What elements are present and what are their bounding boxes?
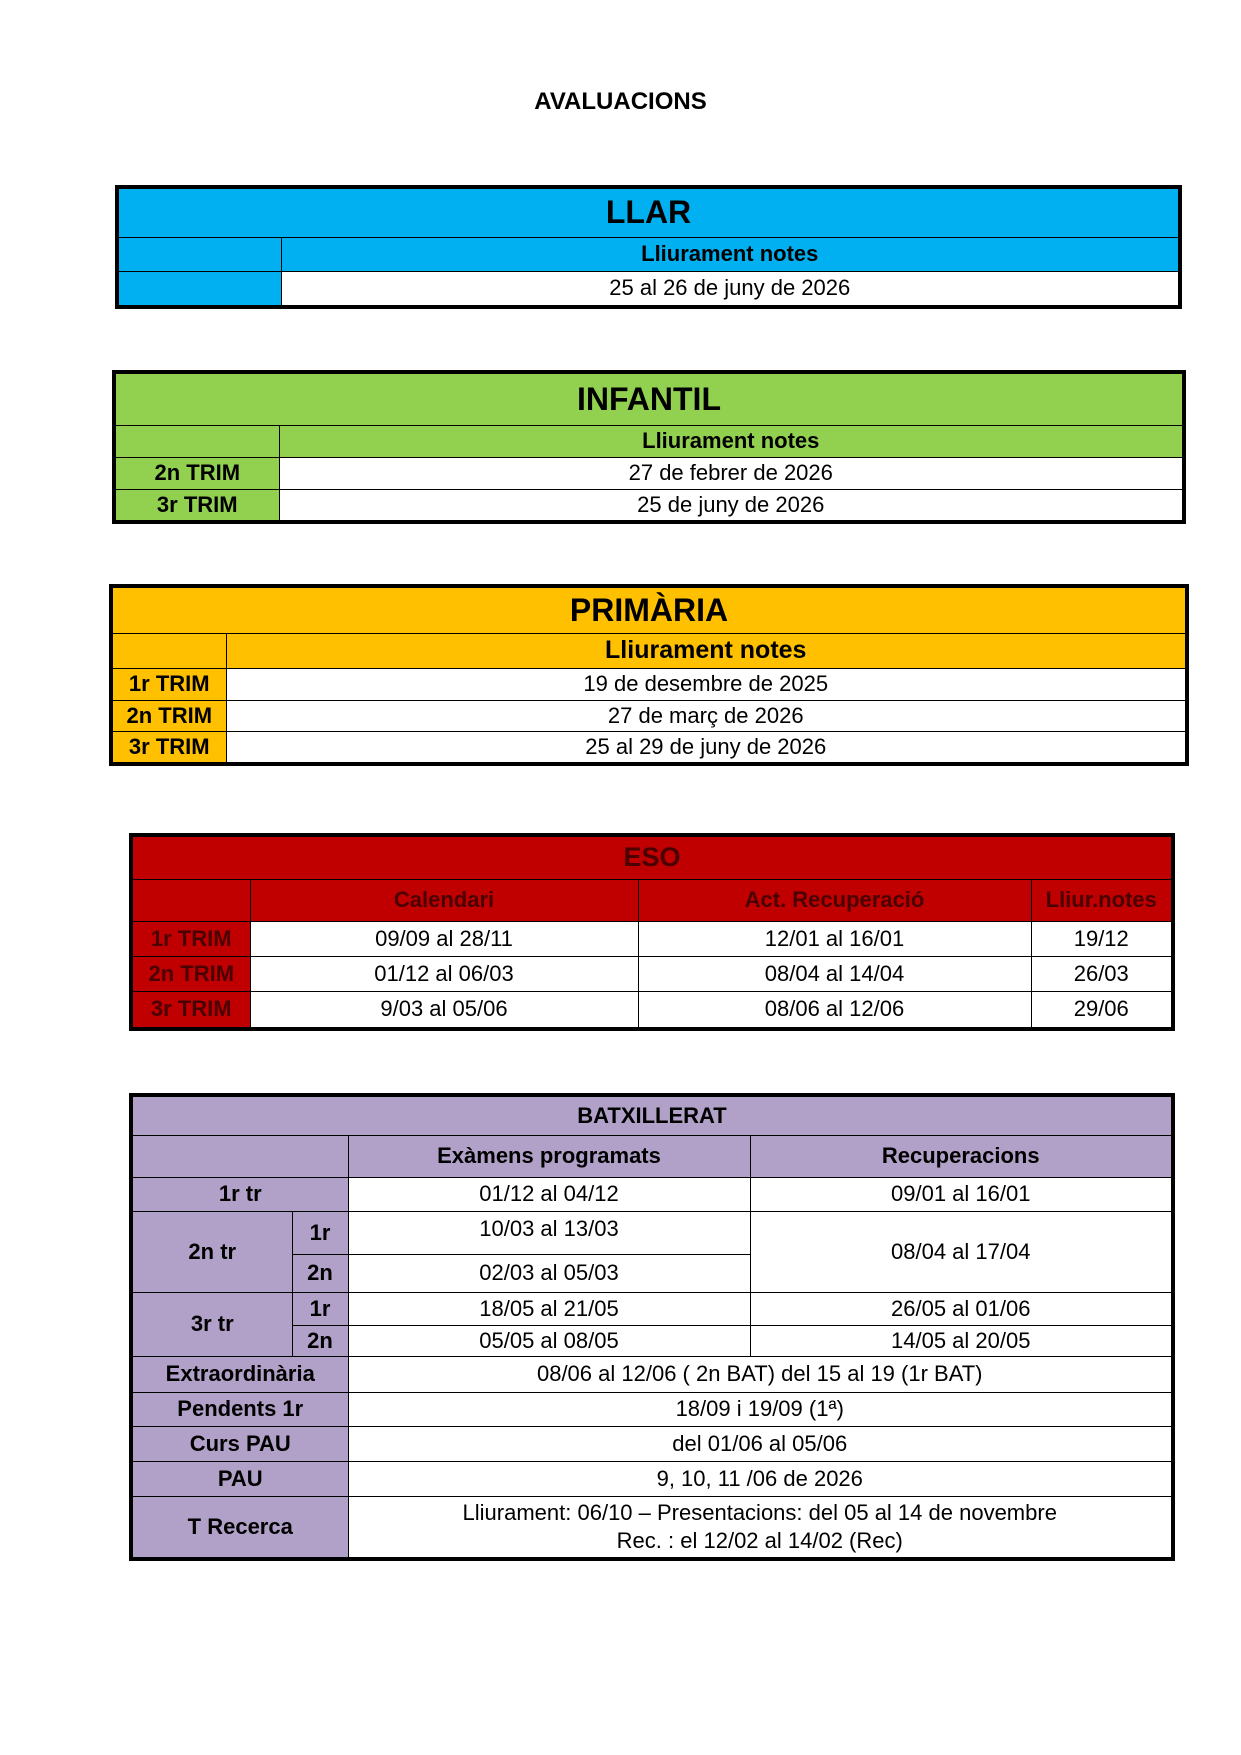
eso-header-recuperacio: Act. Recuperació (638, 879, 1031, 921)
recerca-line-1: Lliurament: 06/10 – Presentacions: del 05 al 14 de novembre (462, 1499, 1057, 1525)
eso-calendari-cell: 09/09 al 28/11 (250, 921, 638, 956)
infantil-title: INFANTIL (114, 372, 1184, 425)
batxillerat-row-label: 2n tr (131, 1211, 292, 1292)
llar-notes-header: Lliurament notes (281, 237, 1180, 271)
llar-empty-header-cell (117, 237, 281, 271)
batxillerat-examens-cell: 05/05 al 08/05 (348, 1325, 750, 1356)
batxillerat-subrow-label: 1r (292, 1292, 348, 1325)
batxillerat-subrow-label: 1r (292, 1211, 348, 1254)
eso-header-calendari: Calendari (250, 879, 638, 921)
primaria-title: PRIMÀRIA (111, 586, 1187, 633)
eso-recuperacio-cell: 08/04 al 14/04 (638, 956, 1031, 991)
batxillerat-wide-value-cell: 08/06 al 12/06 ( 2n BAT) del 15 al 19 (1r BAT) (348, 1356, 1173, 1392)
infantil-table (112, 370, 1186, 524)
infantil-row-label: 2n TRIM (114, 457, 279, 489)
batxillerat-wide-value-cell: 18/09 i 19/09 (1ª) (348, 1392, 1173, 1426)
primaria-table (109, 584, 1189, 766)
batxillerat-row-label: PAU (131, 1461, 348, 1496)
llar-title: LLAR (117, 187, 1180, 237)
infantil-row-value: 27 de febrer de 2026 (279, 457, 1184, 489)
batxillerat-header-recuperacions: Recuperacions (750, 1135, 1173, 1177)
llar-table (115, 185, 1182, 309)
primaria-row-value: 25 al 29 de juny de 2026 (226, 731, 1187, 764)
batxillerat-empty-header-cell (131, 1135, 348, 1177)
batxillerat-row-label: 1r tr (131, 1177, 348, 1211)
batxillerat-row-label: Curs PAU (131, 1426, 348, 1461)
eso-table (129, 833, 1175, 1031)
eso-notes-cell: 26/03 (1031, 956, 1173, 991)
primaria-row-label: 1r TRIM (111, 668, 226, 700)
batxillerat-recuperacions-cell: 08/04 al 17/04 (750, 1211, 1173, 1292)
batxillerat-header-examens: Exàmens programats (348, 1135, 750, 1177)
eso-notes-cell: 29/06 (1031, 991, 1173, 1029)
infantil-notes-header: Lliurament notes (279, 425, 1184, 457)
eso-recuperacio-cell: 08/06 al 12/06 (638, 991, 1031, 1029)
eso-title: ESO (131, 835, 1173, 879)
eso-recuperacio-cell: 12/01 al 16/01 (638, 921, 1031, 956)
primaria-row-value: 19 de desembre de 2025 (226, 668, 1187, 700)
eso-calendari-cell: 01/12 al 06/03 (250, 956, 638, 991)
batxillerat-row-label: 3r tr (131, 1292, 292, 1356)
llar-empty-label-cell (117, 271, 281, 307)
batxillerat-wide-value-cell: del 01/06 al 05/06 (348, 1426, 1173, 1461)
batxillerat-examens-cell: 18/05 al 21/05 (348, 1292, 750, 1325)
batxillerat-recuperacions-cell: 09/01 al 16/01 (750, 1177, 1173, 1211)
infantil-row-value: 25 de juny de 2026 (279, 489, 1184, 522)
batxillerat-examens-cell: 10/03 al 13/03 (348, 1211, 750, 1254)
eso-row-label: 1r TRIM (131, 921, 250, 956)
batxillerat-examens-cell: 02/03 al 05/03 (348, 1254, 750, 1292)
primaria-empty-header-cell (111, 633, 226, 668)
batxillerat-row-label: Pendents 1r (131, 1392, 348, 1426)
eso-empty-header-cell (131, 879, 250, 921)
eso-row-label: 2n TRIM (131, 956, 250, 991)
primaria-row-label: 3r TRIM (111, 731, 226, 764)
primaria-row-value: 27 de març de 2026 (226, 700, 1187, 731)
batxillerat-recuperacions-cell: 26/05 al 01/06 (750, 1292, 1173, 1325)
infantil-row-label: 3r TRIM (114, 489, 279, 522)
llar-notes-value: 25 al 26 de juny de 2026 (281, 271, 1180, 307)
batxillerat-recerca-cell (348, 1496, 1173, 1559)
batxillerat-row-label: Extraordinària (131, 1356, 348, 1392)
document-title: AVALUACIONS (534, 88, 707, 115)
batxillerat-examens-cell: 01/12 al 04/12 (348, 1177, 750, 1211)
batxillerat-title: BATXILLERAT (131, 1095, 1173, 1135)
primaria-row-label: 2n TRIM (111, 700, 226, 731)
recerca-line-2: Rec. : el 12/02 al 14/02 (Rec) (616, 1527, 903, 1553)
batxillerat-row-label: T Recerca (131, 1496, 348, 1559)
eso-row-label: 3r TRIM (131, 991, 250, 1029)
eso-notes-cell: 19/12 (1031, 921, 1173, 956)
batxillerat-table (129, 1093, 1175, 1561)
infantil-empty-header-cell (114, 425, 279, 457)
batxillerat-subrow-label: 2n (292, 1325, 348, 1356)
eso-calendari-cell: 9/03 al 05/06 (250, 991, 638, 1029)
batxillerat-subrow-label: 2n (292, 1254, 348, 1292)
batxillerat-recuperacions-cell: 14/05 al 20/05 (750, 1325, 1173, 1356)
primaria-notes-header: Lliurament notes (226, 633, 1187, 668)
eso-header-notes: Lliur.notes (1031, 879, 1173, 921)
batxillerat-wide-value-cell: 9, 10, 11 /06 de 2026 (348, 1461, 1173, 1496)
